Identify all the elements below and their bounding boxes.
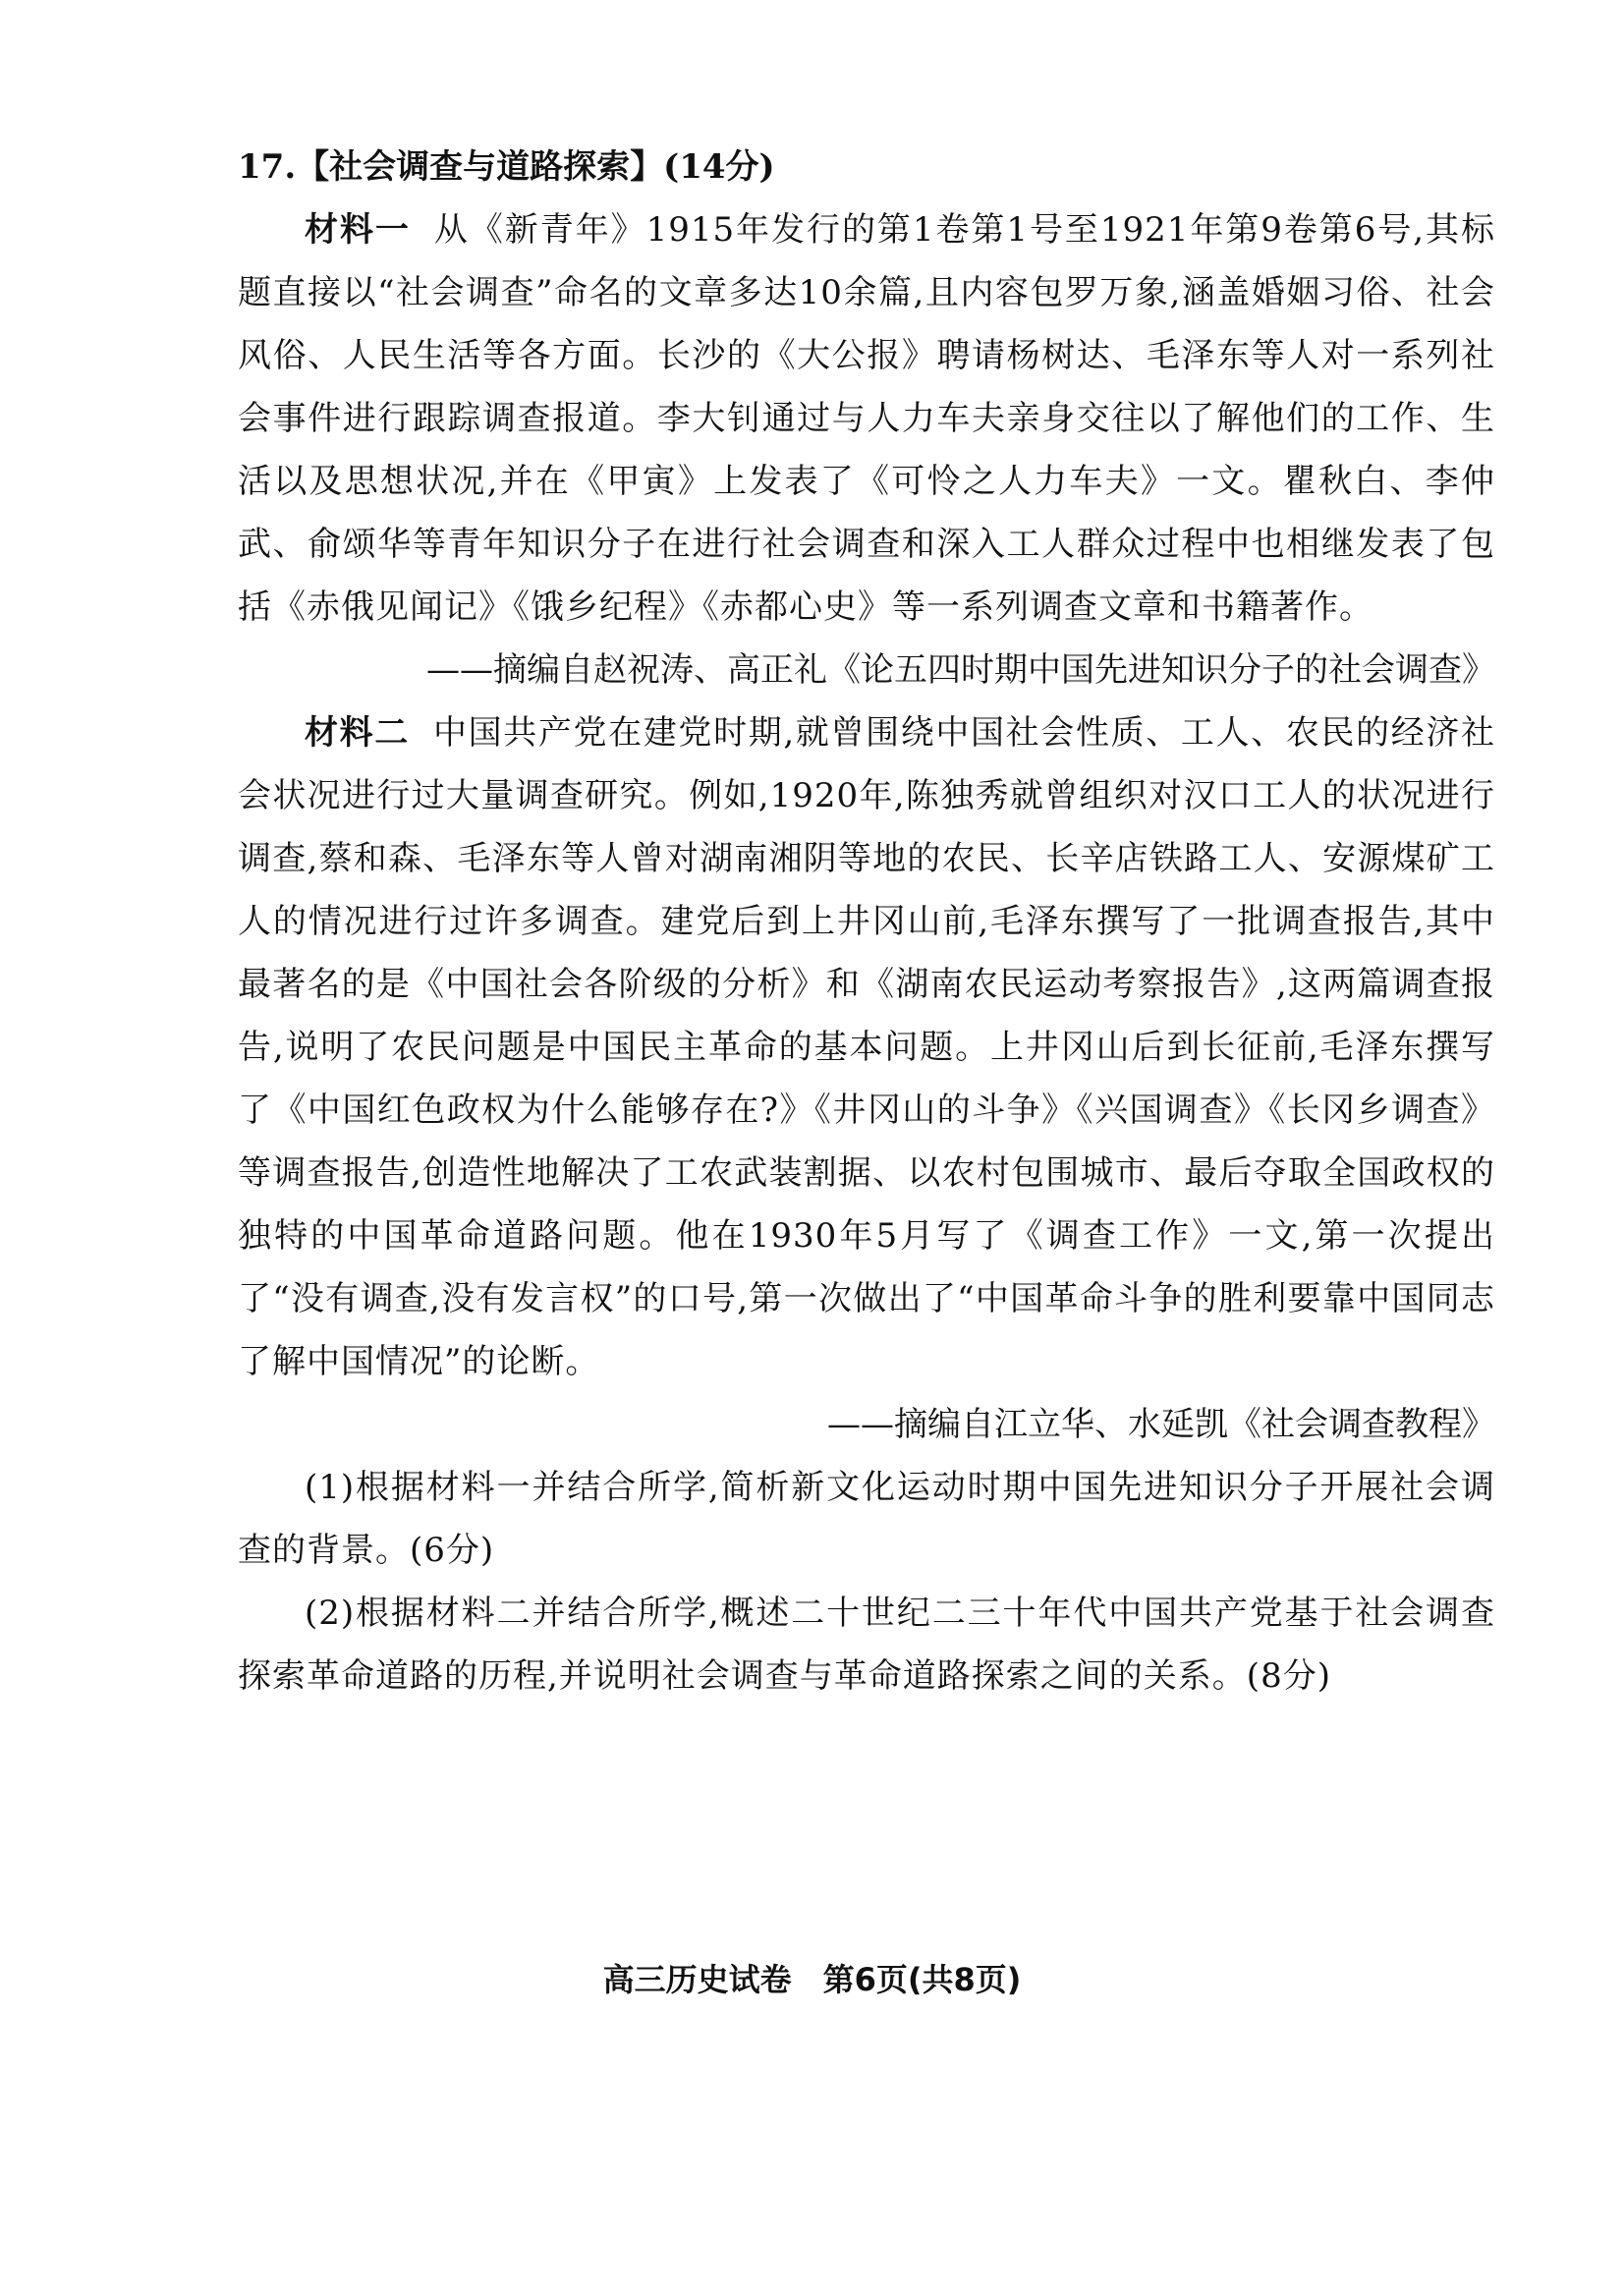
material-one-source: ——摘编自赵祝涛、高正礼《论五四时期中国先进知识分子的社会调查》 — [426, 650, 1495, 690]
material-two-text: 中国共产党在建党时期,就曾围绕中国社会性质、工人、农民的经济社会状况进行过大量调查研究。例如,1920年,陈独秀就曾组织对汉口工人的状况进行调查,蔡和森、毛泽东等人曾对湖南湘阴等地的农民、长辛店铁路工人、安源煤矿工人的情况进行过许多调查。建党后到上井冈山前,毛泽东撰写了一批调查报告,其中最著名的是《中国社会各阶级的分析》和《湖南农民运动考察报告》,这两篇调查报告,说明了农民问题是中国民主革命的基本问题。上井冈山后到长征前,毛泽东撰写了《中国红色政权为什么能够存在?》《井冈山的斗争》《兴国调查》《长冈乡调查》等调查报告,创造性地解决了工农武装割据、以农村包围城市、最后夺取全国政权的独特的中国革命道路问题。他在1930年5月写了《调查工作》一文,第一次提出了“没有调查,没有发言权”的口号,第一次做出了“中国革命斗争的胜利要靠中国同志了解中国情况”的论断。 — [238, 713, 1496, 1381]
material-two-source: ——摘编自江立华、水延凯《社会调查教程》 — [827, 1405, 1495, 1444]
question-block — [238, 136, 1495, 1707]
page-footer: 高三历史试卷 第6页(共8页) — [602, 1961, 1022, 1998]
sub-question-2: (2)根据材料二并结合所学,概述二十世纪二三十年代中国共产党基于社会调查探索革命道路的历程,并说明社会调查与革命道路探索之间的关系。(8分) — [238, 1594, 1495, 1696]
material-one-label: 材料一 — [305, 210, 411, 250]
material-two-label: 材料二 — [305, 713, 410, 753]
material-one-text: 从《新青年》1915年发行的第1卷第1号至1921年第9卷第6号,其标题直接以“社会调查”命名的文章多达10余篇,且内容包罗万象,涵盖婚姻习俗、社会风俗、人民生活等各方面。长沙的《大公报》聘请杨树达、毛泽东等人对一系列社会事件进行跟踪调查报道。李大钊通过与人力车夫亲身交往以了解他们的工作、生活以及思想状况,并在《甲寅》上发表了《可怜之人力车夫》一文。瞿秋白、李仲武、俞颂华等青年知识分子在进行社会调查和深入工人群众过程中也相继发表了包括《赤俄见闻记》《饿乡纪程》《赤都心史》等一系列调查文章和书籍著作。 — [238, 210, 1496, 627]
material-two — [238, 701, 1495, 1393]
sub-question-1: (1)根据材料一并结合所学,简析新文化运动时期中国先进知识分子开展社会调查的背景。(6分) — [238, 1468, 1495, 1570]
material-one — [238, 198, 1495, 639]
question-title: 17.【社会调查与道路探索】(14分) — [238, 147, 775, 187]
